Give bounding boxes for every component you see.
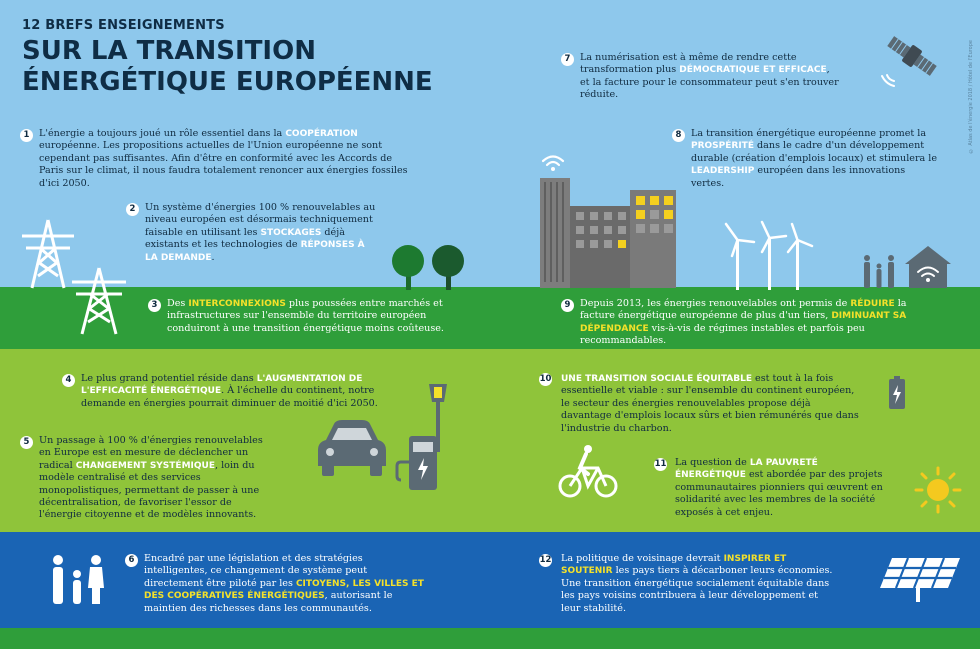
- item-6: Encadré par une législation et des stratégies intelligentes, ce changement de système peut directement être piloté par les CITOYENS, LES VILLES ET DES COOPÉRATIVES ÉNERGÉTIQUES, autorisant le maintien des richesses dans les communautés.: [144, 553, 424, 614]
- item-12: La politique de voisinage devrait INSPIRER ET SOUTENIR les pays tiers à décarboner leurs économies. Une transition énergétique socialement équitable dans les pays voisins contribuera à leur développement et leur stabilité.: [561, 553, 833, 614]
- highlight: RÉDUIRE: [850, 299, 895, 309]
- item-5: Un passage à 100 % d'énergies renouvelables en Europe est en mesure de déclencher un radical CHANGEMENT SYSTÉMIQUE, loin du modèle centralisé et des services monopolistiques, permettant de passer à une décentralisation, de favoriser l'essor de l'énergie citoyenne et de modèles innovants.: [39, 435, 263, 521]
- item-2: Un système d'énergies 100 % renouvelables au niveau européen est désormais techniquement faisable en utilisant les STOCKAGES déjà existants et les technologies de RÉPONSES À LA DEMANDE.: [145, 202, 376, 263]
- satellite-icon: [878, 28, 942, 92]
- highlight: DIMINUANT SA DÉPENDANCE: [580, 311, 907, 334]
- item-number: 9: [561, 299, 574, 312]
- highlight: STOCKAGES: [260, 227, 322, 238]
- item-7: La numérisation est à même de rendre cette transformation plus DÉMOCRATIQUE ET EFFICACE, et la facture pour le consommateur peut s'en trouver réduite.: [580, 52, 839, 101]
- item-10: UNE TRANSITION SOCIALE ÉQUITABLE est tout à la fois essentielle et viable : sur l'ensemble du continent européen, le secteur des énergies renouvelables propose déjà davantage d'emplois locaux sûrs et bien rémunérés que dans l'industrie du charbon.: [561, 373, 859, 434]
- side-credit: © Atlas de l'énergie 2018 / Hôtel de l'Europe: [968, 40, 974, 154]
- highlight: RÉPONSES À LA DEMANDE: [145, 240, 365, 263]
- item-number: 8: [672, 129, 685, 142]
- bottom-band: [0, 628, 980, 649]
- item-number: 5: [20, 436, 33, 449]
- item-11: La question de LA PAUVRETÉ ÉNERGÉTIQUE est abordée par des projets communautaires pionniers qui œuvrent en solidarité avec les membres de la société exposés à cet enjeu.: [675, 457, 883, 518]
- item-number: 7: [561, 53, 574, 66]
- sun-icon: [914, 466, 962, 514]
- highlight: CHANGEMENT SYSTÉMIQUE: [75, 460, 215, 471]
- factory-icon: [540, 178, 676, 288]
- item-number: 2: [126, 203, 139, 216]
- item-number: 1: [20, 129, 33, 142]
- charging-station-icon: [395, 432, 443, 490]
- wind-turbine-icon: [722, 222, 814, 290]
- item-9: Depuis 2013, les énergies renouvelables ont permis de RÉDUIRE la facture énergétique européenne de plus d'un tiers, DIMINUANT SA DÉPENDANCE vis-à-vis de régimes instables et parfois peu recommandables.: [580, 298, 907, 347]
- item-number: 4: [62, 374, 75, 387]
- tree-icon: [390, 244, 470, 290]
- item-number: 10: [539, 374, 552, 384]
- title-line-1: SUR LA TRANSITION: [22, 36, 316, 66]
- battery-icon: [888, 376, 906, 410]
- item-1: L'énergie a toujours joué un rôle essentiel dans la COOPÉRATION européenne. Les propositions actuelles de l'Union européenne ne sont cependant pas suffisantes. Afin d'être en conformité avec les Accords de Paris sur le climat, il nous faudra totalement renoncer aux énergies fossiles d'ici 2050.: [39, 128, 408, 189]
- item-8: La transition énergétique européenne promet la PROSPÉRITÉ dans le cadre d'un développement durable (création d'emplois locaux) et stimulera le LEADERSHIP européen dans les innovations vertes.: [691, 128, 938, 189]
- title-line-2: ÉNERGÉTIQUE EUROPÉENNE: [22, 67, 433, 97]
- family-icon: [862, 254, 898, 288]
- item-number: 3: [148, 299, 161, 312]
- item-4: Le plus grand potentiel réside dans L'AUGMENTATION DE L'EFFICACITÉ ÉNERGÉTIQUE. À l'échelle du continent, notre demande en énergies pourrait diminuer de moitié d'ici 2050.: [81, 373, 378, 409]
- highlight: COOPÉRATION: [285, 129, 358, 139]
- highlight: INTERCONNEXIONS: [188, 299, 286, 309]
- highlight: PROSPÉRITÉ: [691, 141, 754, 152]
- item-number: 6: [125, 554, 138, 567]
- page-title: [22, 36, 433, 98]
- highlight: DÉMOCRATIQUE ET EFFICACE: [679, 65, 827, 76]
- item-number: 11: [654, 459, 667, 469]
- house-icon: [903, 246, 953, 288]
- item-3: Des INTERCONNEXIONS plus poussées entre marchés et infrastructures sur l'ensemble du territoire européen conduiront à une transition énergétique moins coûteuse.: [167, 298, 444, 334]
- highlight: INSPIRER ET SOUTENIR: [561, 554, 787, 577]
- highlight: L'AUGMENTATION DE L'EFFICACITÉ ÉNERGÉTIQUE: [81, 374, 363, 397]
- kicker: 12 BREFS ENSEIGNEMENTS: [22, 18, 225, 33]
- car-icon: [316, 418, 388, 478]
- family-icon: [50, 554, 104, 604]
- solar-panel-icon: [878, 556, 962, 602]
- pylon-icon: [68, 266, 130, 336]
- highlight: UNE TRANSITION SOCIALE ÉQUITABLE: [561, 374, 752, 384]
- highlight: LA PAUVRETÉ ÉNERGÉTIQUE: [675, 458, 818, 481]
- item-number: 12: [539, 555, 552, 565]
- highlight: CITOYENS, LES VILLES ET DES COOPÉRATIVES ÉNERGÉTIQUES: [144, 578, 424, 602]
- bicycle-icon: [558, 444, 618, 500]
- highlight: LEADERSHIP: [691, 166, 755, 177]
- wifi-icon: [541, 153, 565, 173]
